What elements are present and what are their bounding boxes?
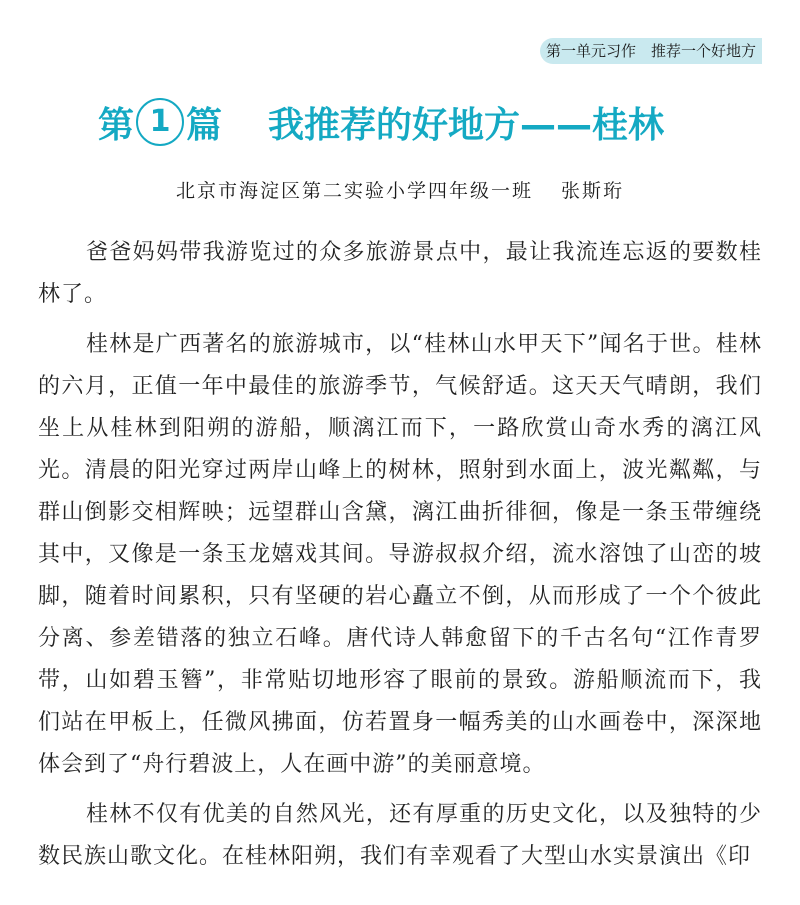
paragraph: 桂林是广西著名的旅游城市，以“桂林山水甲天下”闻名于世。桂林的六月，正值一年中最佳的旅游季节，气候舒适。这天天气晴朗，我们坐上从桂林到阳朔的游船，顺漓江而下，一路欣赏山奇水秀的漓江风光。清晨的阳光穿过两岸山峰上的树林，照射到水面上，波光粼粼，与群山倒影交相辉映；远望群山含黛，漓江曲折徘徊，像是一条玉带缠绕其中，又像是一条玉龙嬉戏其间。导游叔叔介绍，流水溶蚀了山峦的坡脚，随着时间累积，只有坚硬的岩心矗立不倒，从而形成了一个个彼此分离、参差错落的独立石峰。唐代诗人韩愈留下的千古名句“江作青罗带，山如碧玉簪”，非常贴切地形容了眼前的景致。游船顺流而下，我们站在甲板上，任微风拂面，仿若置身一幅秀美的山水画卷中，深深地体会到了“舟行碧波上，人在画中游”的美丽意境。 [38,332,762,777]
title-text: 我推荐的好地方——桂林 [268,104,665,146]
author-school: 北京市海淀区第二实验小学四年级一班 [175,180,533,202]
article-title [98,90,738,154]
unit-tag: 第一单元习作 推荐一个好地方 [540,38,762,64]
author-name: 张斯珩 [561,180,625,202]
paragraph: 爸爸妈妈带我游览过的众多旅游景点中，最让我流连忘返的要数桂林了。 [38,240,762,307]
paragraph: 桂林不仅有优美的自然风光，还有厚重的历史文化，以及独特的少数民族山歌文化。在桂林阳朔，我们有幸观看了大型山水实景演出《印 [38,802,762,869]
article-body [38,232,762,886]
title-suffix: 篇 [186,104,223,146]
title-prefix: 第 [98,104,135,146]
article-number-badge: 1 [136,98,184,146]
author-line [0,176,800,203]
